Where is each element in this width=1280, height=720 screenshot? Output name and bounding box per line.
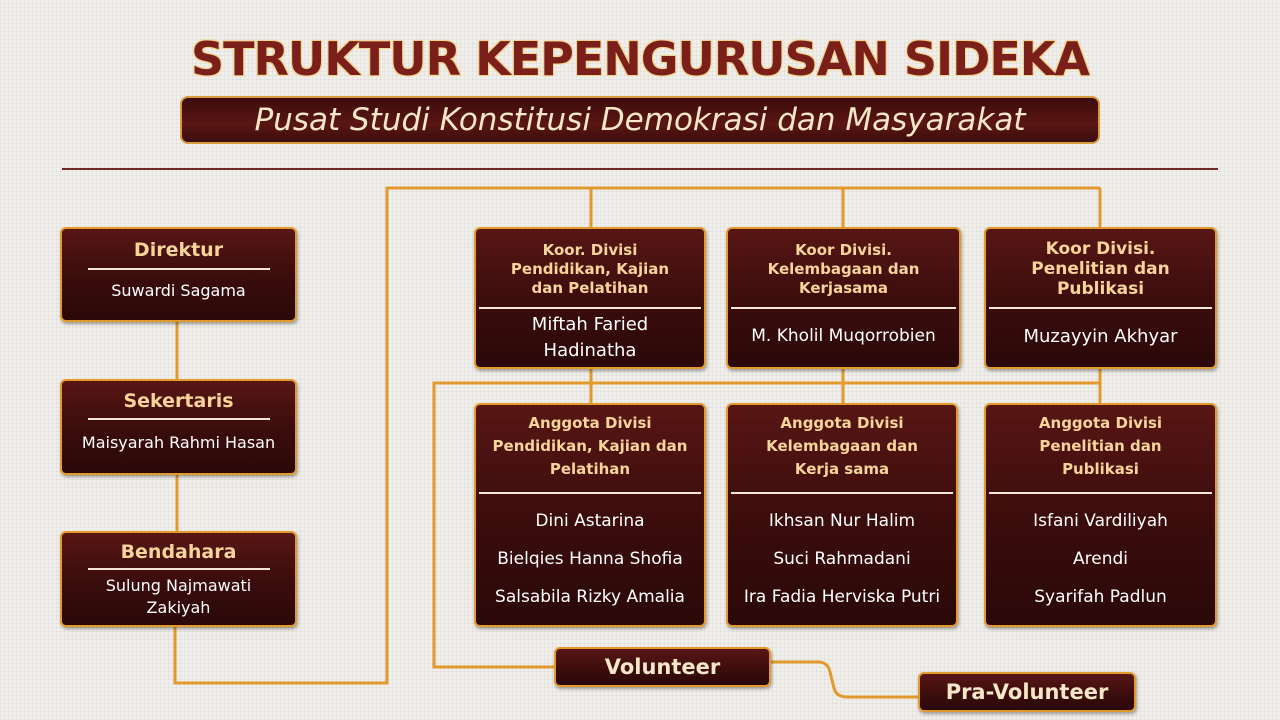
role-line: Koor. Divisi [542,241,638,259]
role-line: Kelembagaan dan [766,437,918,455]
box-anggota-penelitian [984,403,1217,627]
role-line: Pelatihan [549,460,631,478]
box-volunteer: Volunteer [554,647,771,687]
box-anggota-pendidikan [474,403,706,627]
name-anggota-kelembagaan-1: Ikhsan Nur Halim [768,511,916,531]
name-sekertaris: Maisyarah Rahmi Hasan [81,433,276,452]
connector-volunteer-pra [770,662,919,697]
name-bendahara-1: Sulung Najmawati [105,576,252,595]
role-line: Pendidikan, Kajian [510,260,670,278]
box-pra-volunteer: Pra-Volunteer [918,672,1136,712]
box-koor-kelembagaan [726,227,961,369]
role-line: Penelitian dan [1039,437,1162,455]
box-divider [479,492,701,494]
name-bendahara-2: Zakiyah [146,598,211,617]
box-divider [731,307,956,309]
name-koor-pendidikan-2: Hadinatha [543,340,637,361]
name-anggota-penelitian-1: Isfani Vardiliyah [1033,511,1168,531]
name-anggota-penelitian-3: Syarifah Padlun [1034,587,1167,607]
role-line: Anggota Divisi [780,414,904,432]
name-koor-pendidikan-1: Miftah Faried [531,314,649,335]
box-direktur [60,227,297,322]
role-line: Koor Divisi. [795,241,892,259]
role-line: Koor Divisi. [1045,239,1156,259]
box-divider [989,492,1212,494]
box-sekertaris [60,379,297,475]
name-anggota-kelembagaan-2: Suci Rahmadani [773,549,911,569]
role-line: Kerja sama [794,460,890,478]
name-anggota-pendidikan-2: Bielqies Hanna Shofia [497,549,683,569]
box-divider [88,418,270,420]
role-bendahara: Bendahara [120,541,237,563]
role-line: Pendidikan, Kajian dan [492,437,688,455]
page-title: STRUKTUR KEPENGURUSAN SIDEKA [190,32,1090,86]
role-line: Kerjasama [799,279,888,297]
role-line: Kelembagaan dan [767,260,920,278]
box-divider [989,307,1212,309]
name-koor-kelembagaan: M. Kholil Muqorrobien [751,326,936,346]
box-divider [731,492,953,494]
role-direktur: Direktur [133,239,224,261]
name-direktur: Suwardi Sagama [111,281,246,300]
role-line: dan Pelatihan [531,279,649,297]
role-line: Anggota Divisi [1038,414,1163,432]
name-anggota-pendidikan-1: Dini Astarina [535,511,645,531]
box-anggota-kelembagaan [726,403,958,627]
box-divider [88,568,270,570]
page-subtitle: Pusat Studi Konstitusi Demokrasi dan Masyarakat [180,96,1100,144]
name-koor-penelitian: Muzayyin Akhyar [1023,326,1178,347]
box-koor-penelitian [984,227,1217,369]
role-line: Penelitian dan [1031,259,1170,279]
role-sekertaris: Sekertaris [123,390,234,412]
box-bendahara [60,531,297,627]
name-anggota-kelembagaan-3: Ira Fadia Herviska Putri [743,587,941,607]
name-anggota-penelitian-2: Arendi [1073,549,1128,569]
role-line: Publikasi [1062,460,1139,478]
name-anggota-pendidikan-3: Salsabila Rizky Amalia [495,587,685,607]
role-line: Publikasi [1056,279,1145,299]
box-divider [479,307,701,309]
box-divider [88,268,270,270]
role-line: Anggota Divisi [528,414,652,432]
box-koor-pendidikan [474,227,706,369]
